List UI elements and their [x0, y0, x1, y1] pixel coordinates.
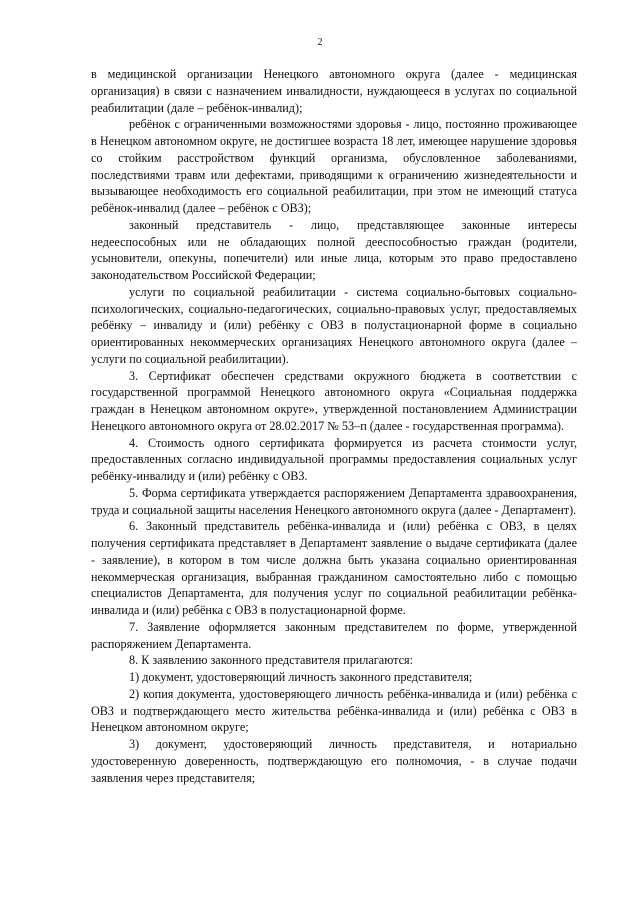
paragraph-item-5: 5. Форма сертификата утверждается распоряжением Департамента здравоохранения, труда и социальной защиты населения Ненецкого автономного округа (далее - Департамент). — [91, 485, 577, 517]
document-body — [91, 66, 577, 786]
list-item-1: 1) документ, удостоверяющий личность законного представителя; — [129, 670, 473, 684]
paragraph-item-6: 6. Законный представитель ребёнка-инвалида и (или) ребёнка с ОВЗ, в целях получения сертификата представляет в Департамент заявление о выдаче сертификата (далее - заявление), в котором в том числе должна быть указана социально ориентированная некоммерческая организация, выбранная гражданином самостоятельно либо с помощью специалистов Департамента, для получения услуг по социальной реабилитации ребёнка-инвалида и (или) ребёнка с ОВЗ в полустационарной форме. — [91, 519, 577, 617]
list-item-2: 2) копия документа, удостоверяющего личность ребёнка-инвалида и (или) ребёнка с ОВЗ и подтверждающего место жительства ребёнка-инвалида и (или) ребёнка с ОВЗ в Ненецком автономном округе; — [91, 686, 577, 735]
paragraph-item-8: 8. К заявлению законного представителя прилагаются: — [129, 653, 414, 668]
paragraph-definition-legal-representative: законный представитель - лицо, представляющее законные интересы недееспособных или не обладающих полной дееспособностью граждан (родители, усыновители, опекуны, попечители) или иные лица, которым это право предоставлено законодательством Российской Федерации; — [91, 217, 577, 282]
paragraph-continuation: в медицинской организации Ненецкого автономного округа (далее - медицинская организация) в связи с назначением инвалидности, нуждающееся в услугах по социальной реабилитации (дале – ребёнок-инвалид); — [91, 67, 577, 115]
paragraph-definition-rehabilitation-services: услуги по социальной реабилитации - система социально-бытовых социально-психологических, социально-педагогических, социально-правовых услуг, предоставляемых ребёнку – инвалиду и (или) ребёнку с ОВЗ в полустационарной форме в социально ориентированных некоммерческих организациях Ненецкого автономного округа (далее – услуги по социальной реабилитации). — [91, 284, 577, 366]
paragraph-definition-ovz: ребёнок с ограниченными возможностями здоровья - лицо, постоянно проживающее в Ненецком автономном округе, не достигшее возраста 18 лет, имеющее нарушение здоровья со стойким расстройством функций организма, обусловленное заболеваниями, последствиями травм или дефектами, приводящими к ограничению жизнедеятельности и вызывающее необходимость его социальной реабилитации, при этом не имеющий статуса ребёнок-инвалид (далее – ребёнок с ОВЗ); — [91, 117, 577, 215]
paragraph-item-7: 7. Заявление оформляется законным представителем по форме, утвержденной распоряжением Департамента. — [91, 619, 577, 651]
list-item-3: 3) документ, удостоверяющий личность представителя, и нотариально удостоверенную доверенность, подтверждающую его полномочия, - в случае подачи заявления через представителя; — [91, 737, 577, 785]
paragraph-item-4: 4. Стоимость одного сертификата формируется из расчета стоимости услуг, предоставленных согласно индивидуальной программы предоставления социальных услуг ребёнку-инвалиду и (или) ребёнку с ОВЗ. — [91, 435, 577, 483]
page-number: 2 — [317, 37, 323, 48]
paragraph-item-3: 3. Сертификат обеспечен средствами окружного бюджета в соответствии с государственной программой Ненецкого автономного округа «Социальная поддержка граждан в Ненецком автономном округе», утвержденной постановлением Администрации Ненецкого автономного округа от 28.02.2017 № 53–п (далее - государственная программа). — [91, 368, 577, 433]
